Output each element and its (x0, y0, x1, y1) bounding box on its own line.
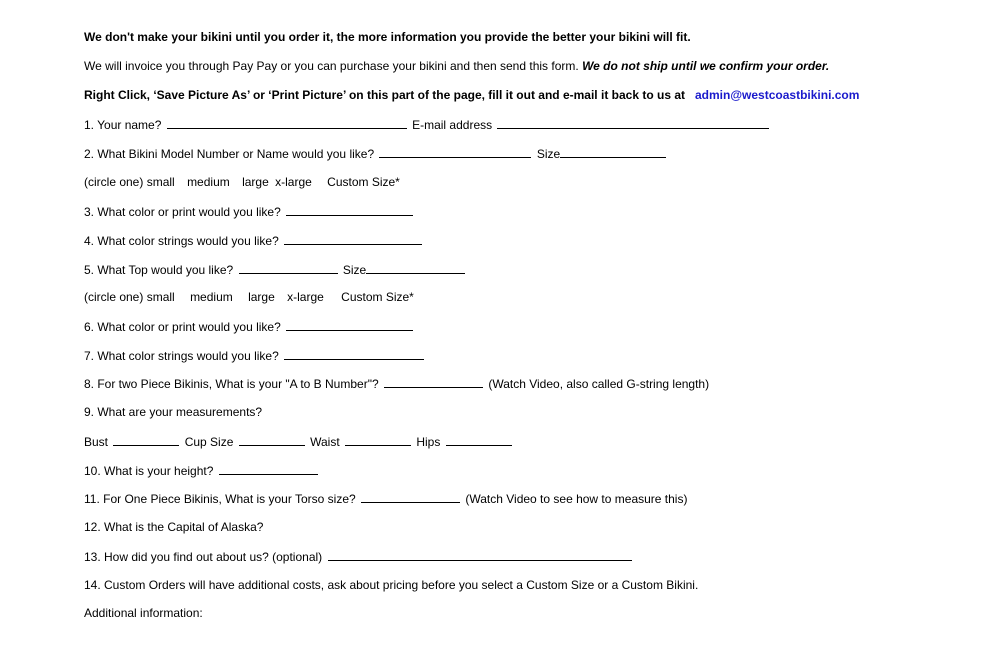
question-11 (84, 491, 687, 506)
q1-label: 1. Your name? (84, 118, 162, 132)
top-size-options (84, 290, 414, 304)
cup-size-label: Cup Size (184, 435, 234, 449)
question-5 (84, 262, 467, 277)
question-1 (84, 117, 771, 132)
hips-field[interactable] (446, 434, 512, 446)
top-size-field[interactable] (366, 262, 465, 274)
q7-label: 7. What color strings would you like? (84, 349, 279, 363)
q6-label: 6. What color or print would you like? (84, 320, 281, 334)
circle-one-label: (circle one) (84, 175, 144, 189)
bottom-strings-field[interactable] (284, 233, 422, 245)
q8-note: (Watch Video, also called G-string length) (488, 377, 710, 391)
q8-label: 8. For two Piece Bikinis, What is your "A to B Number"? (84, 377, 379, 391)
question-7 (84, 348, 426, 363)
waist-field[interactable] (345, 434, 411, 446)
size-option-x-large[interactable]: x-large (275, 175, 312, 189)
q5-label: 5. What Top would you like? (84, 263, 234, 277)
top-strings-field[interactable] (284, 348, 424, 360)
q14-label: 14. Custom Orders will have additional costs, ask about pricing before you select a Custom Size or a Custom Bikini. (84, 578, 699, 592)
question-3 (84, 204, 415, 219)
height-field[interactable] (219, 463, 318, 475)
q9-label: 9. What are your measurements? (84, 405, 263, 419)
bust-field[interactable] (113, 434, 179, 446)
size-option-x-large[interactable]: x-large (287, 290, 324, 304)
size-option-small[interactable]: small (146, 175, 175, 189)
email-address-field[interactable] (497, 117, 769, 129)
question-8 (84, 376, 709, 391)
size-option-large[interactable]: large (242, 175, 269, 189)
bottom-size-label: Size (536, 147, 561, 161)
top-size-label: Size (342, 263, 367, 277)
waist-label: Waist (310, 435, 340, 449)
hips-label: Hips (416, 435, 441, 449)
question-6 (84, 319, 415, 334)
q12-label: 12. What is the Capital of Alaska? (84, 520, 264, 534)
additional-label: Additional information: (84, 606, 203, 620)
size-option-custom[interactable]: Custom Size* (327, 175, 400, 189)
intro-invoice-line (84, 59, 829, 73)
size-option-small[interactable]: small (146, 290, 175, 304)
invoice-text: We will invoice you through Pay Pay or you can purchase your bikini and then send this form. (84, 59, 579, 73)
intro-heading: We don't make your bikini until you order it, the more information you provide the better your bikini will fit. (84, 30, 691, 44)
bottom-color-field[interactable] (286, 204, 413, 216)
bottom-size-options (84, 175, 400, 189)
instructions-text: Right Click, ‘Save Picture As’ or ‘Print Picture’ on this part of the page, fill it out and e-mail it back to us at (84, 88, 685, 102)
measurements-row (84, 434, 514, 449)
question-9 (84, 405, 262, 419)
bust-label: Bust (84, 435, 109, 449)
question-13 (84, 549, 634, 564)
size-option-custom[interactable]: Custom Size* (341, 290, 414, 304)
circle-one-label: (circle one) (84, 290, 144, 304)
q10-label: 10. What is your height? (84, 464, 214, 478)
q2-label: 2. What Bikini Model Number or Name would you like? (84, 147, 375, 161)
email-link[interactable]: admin@westcoastbikini.com (695, 88, 860, 102)
question-14 (84, 578, 698, 592)
top-model-field[interactable] (239, 262, 338, 274)
size-option-medium[interactable]: medium (187, 175, 230, 189)
additional-information (84, 606, 203, 620)
bikini-model-field[interactable] (379, 146, 531, 158)
ship-notice: We do not ship until we confirm your order. (582, 59, 830, 73)
question-10 (84, 463, 320, 478)
bottom-size-field[interactable] (560, 146, 666, 158)
a-to-b-field[interactable] (384, 376, 483, 388)
q3-label: 3. What color or print would you like? (84, 205, 281, 219)
q13-label: 13. How did you find out about us? (optional) (84, 550, 323, 564)
torso-field[interactable] (361, 491, 460, 503)
top-color-field[interactable] (286, 319, 413, 331)
cup-size-field[interactable] (239, 434, 305, 446)
question-2 (84, 146, 668, 161)
size-option-large[interactable]: large (248, 290, 275, 304)
instructions-line (84, 88, 859, 102)
q11-label: 11. For One Piece Bikinis, What is your Torso size? (84, 492, 356, 506)
question-12 (84, 520, 263, 534)
q11-note: (Watch Video to see how to measure this) (465, 492, 688, 506)
question-4 (84, 233, 424, 248)
name-field[interactable] (167, 117, 407, 129)
email-address-label: E-mail address (412, 118, 493, 132)
referral-field[interactable] (328, 549, 632, 561)
size-option-medium[interactable]: medium (190, 290, 233, 304)
q4-label: 4. What color strings would you like? (84, 234, 279, 248)
